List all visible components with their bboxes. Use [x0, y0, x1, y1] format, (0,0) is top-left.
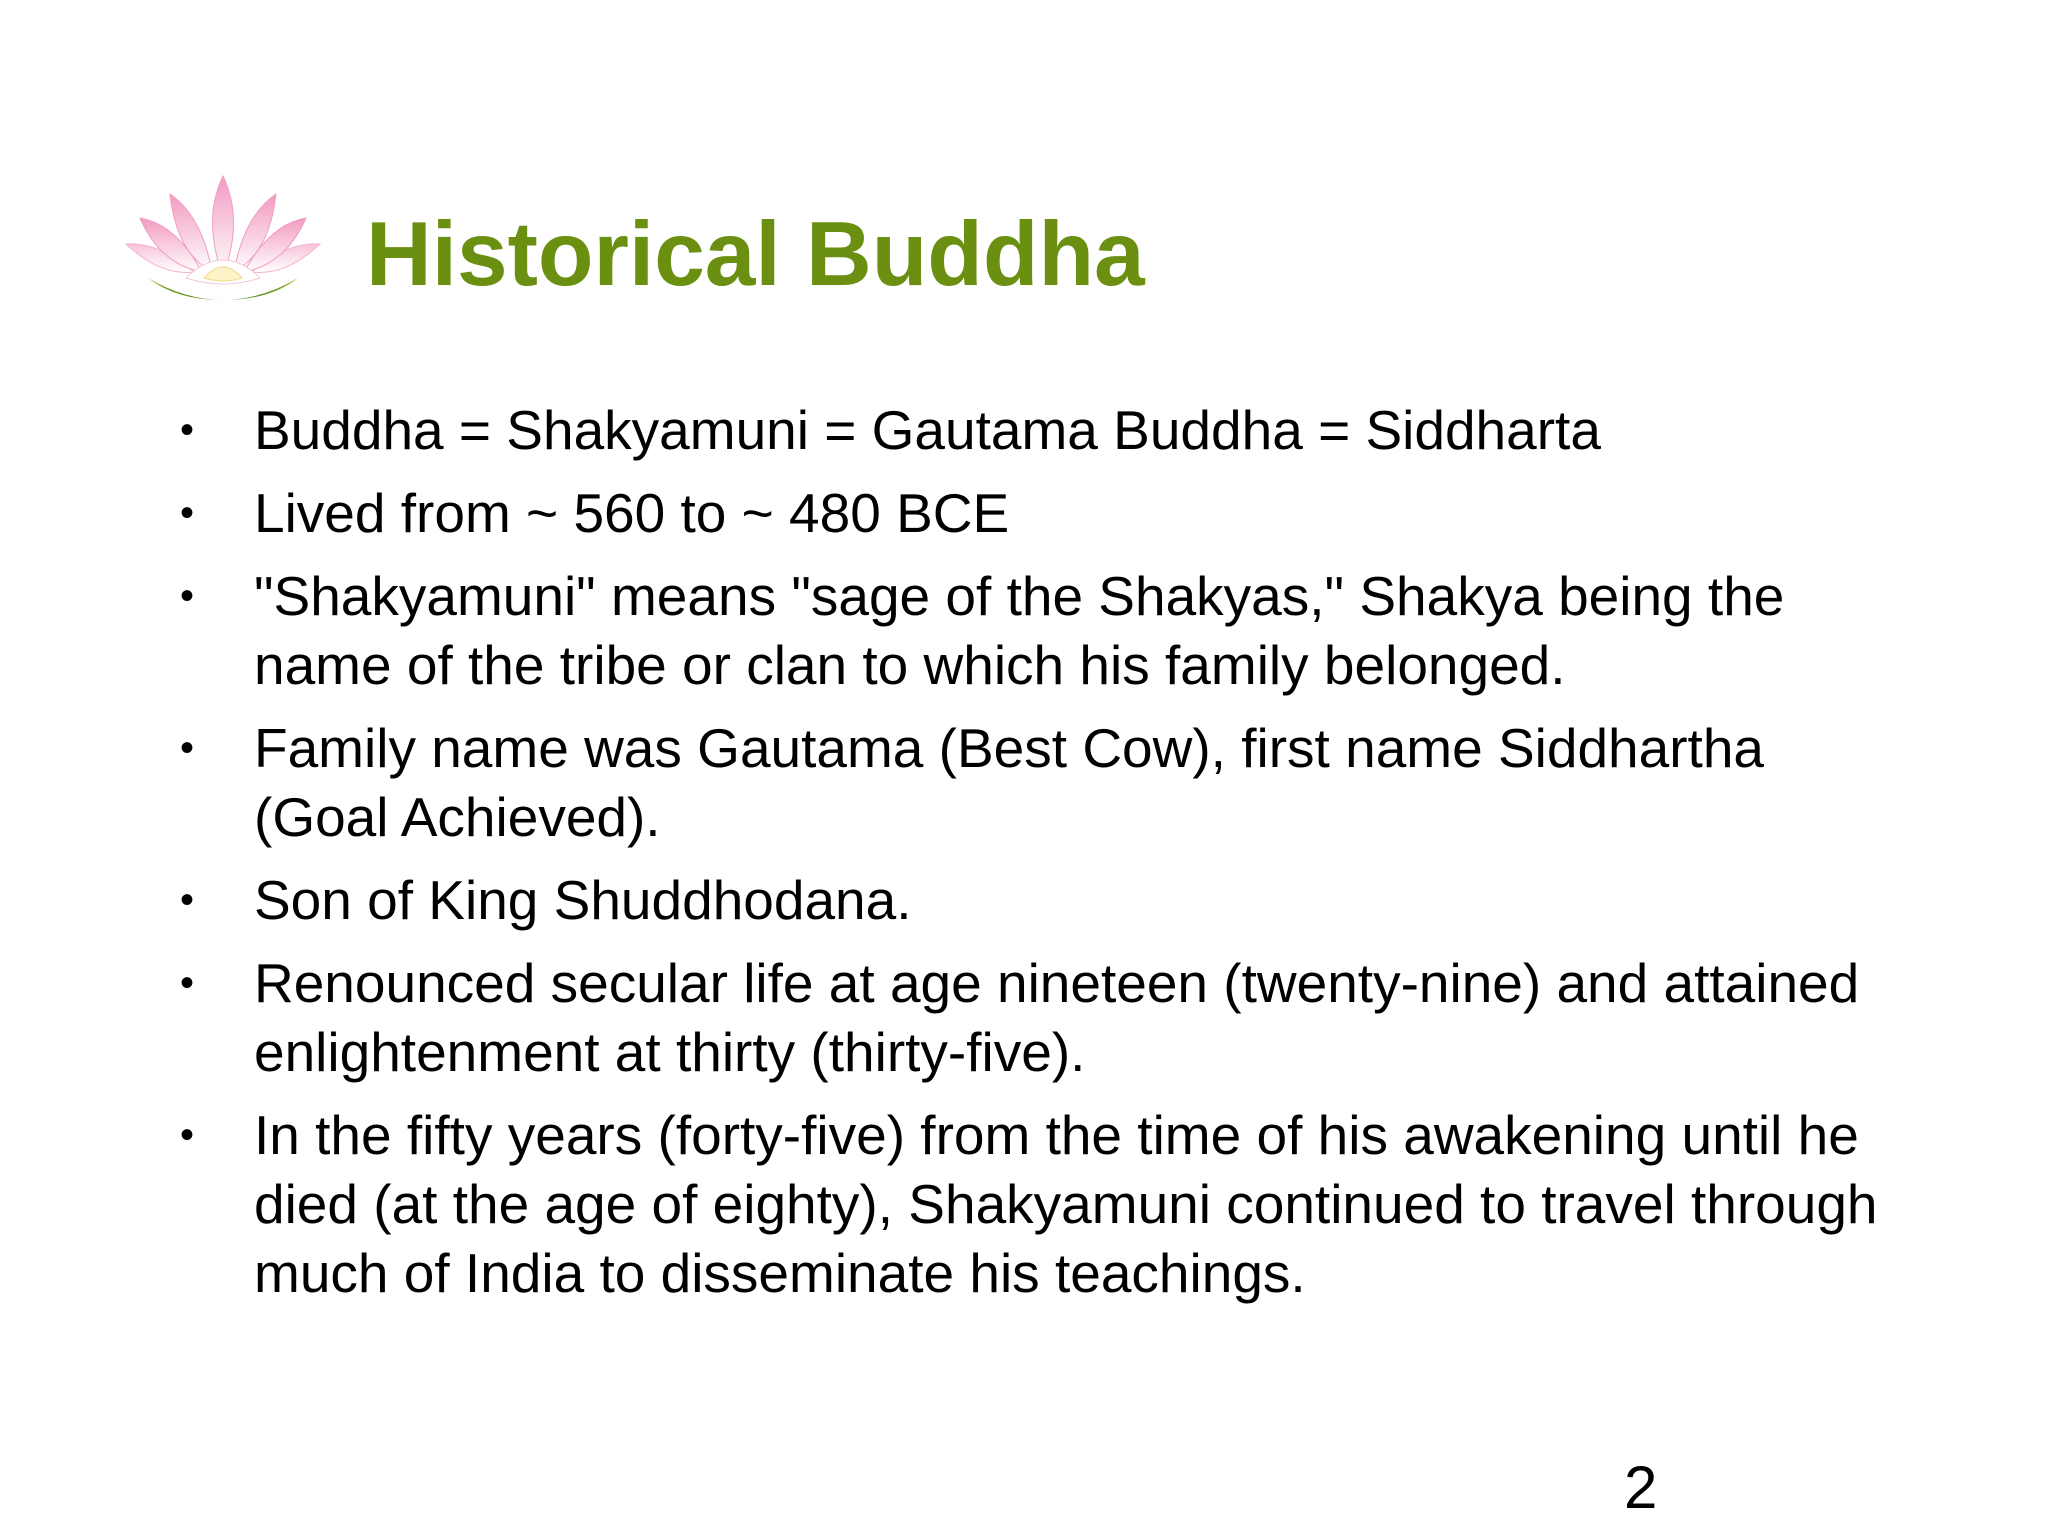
list-item [180, 1101, 1900, 1308]
bullet-marker: • [180, 491, 195, 535]
page-number: 2 [1624, 1454, 1658, 1521]
bullet-text: Renounced secular life at age nineteen (twenty-nine) and attained enlightenment at thirty (thirty-five). [254, 952, 1860, 1083]
bullet-marker: • [180, 878, 195, 922]
list-item [180, 949, 1900, 1087]
bullet-marker: • [180, 574, 195, 618]
bullet-list [180, 396, 1900, 1322]
list-item [180, 562, 1900, 700]
list-item [180, 479, 1900, 548]
bullet-text: "Shakyamuni" means "sage of the Shakyas," Shakya being the name of the tribe or clan to which his family belonged. [254, 565, 1785, 696]
bullet-marker: • [180, 726, 195, 770]
list-item [180, 714, 1900, 852]
bullet-text: Lived from ~ 560 to ~ 480 BCE [254, 482, 1010, 544]
bullet-text: In the fifty years (forty-five) from the time of his awakening until he died (at the age of eighty), Shakyamuni continued to travel through much of India to disseminate his teachings. [254, 1104, 1878, 1304]
bullet-marker: • [180, 408, 195, 452]
lotus-flower-icon [120, 172, 326, 306]
bullet-text: Buddha = Shakyamuni = Gautama Buddha = Siddharta [254, 399, 1601, 461]
bullet-marker: • [180, 1113, 195, 1157]
bullet-text: Family name was Gautama (Best Cow), first name Siddhartha (Goal Achieved). [254, 717, 1765, 848]
bullet-marker: • [180, 961, 195, 1005]
bullet-text: Son of King Shuddhodana. [254, 869, 912, 931]
list-item [180, 866, 1900, 935]
slide-title: Historical Buddha [366, 204, 1145, 305]
list-item [180, 396, 1900, 465]
